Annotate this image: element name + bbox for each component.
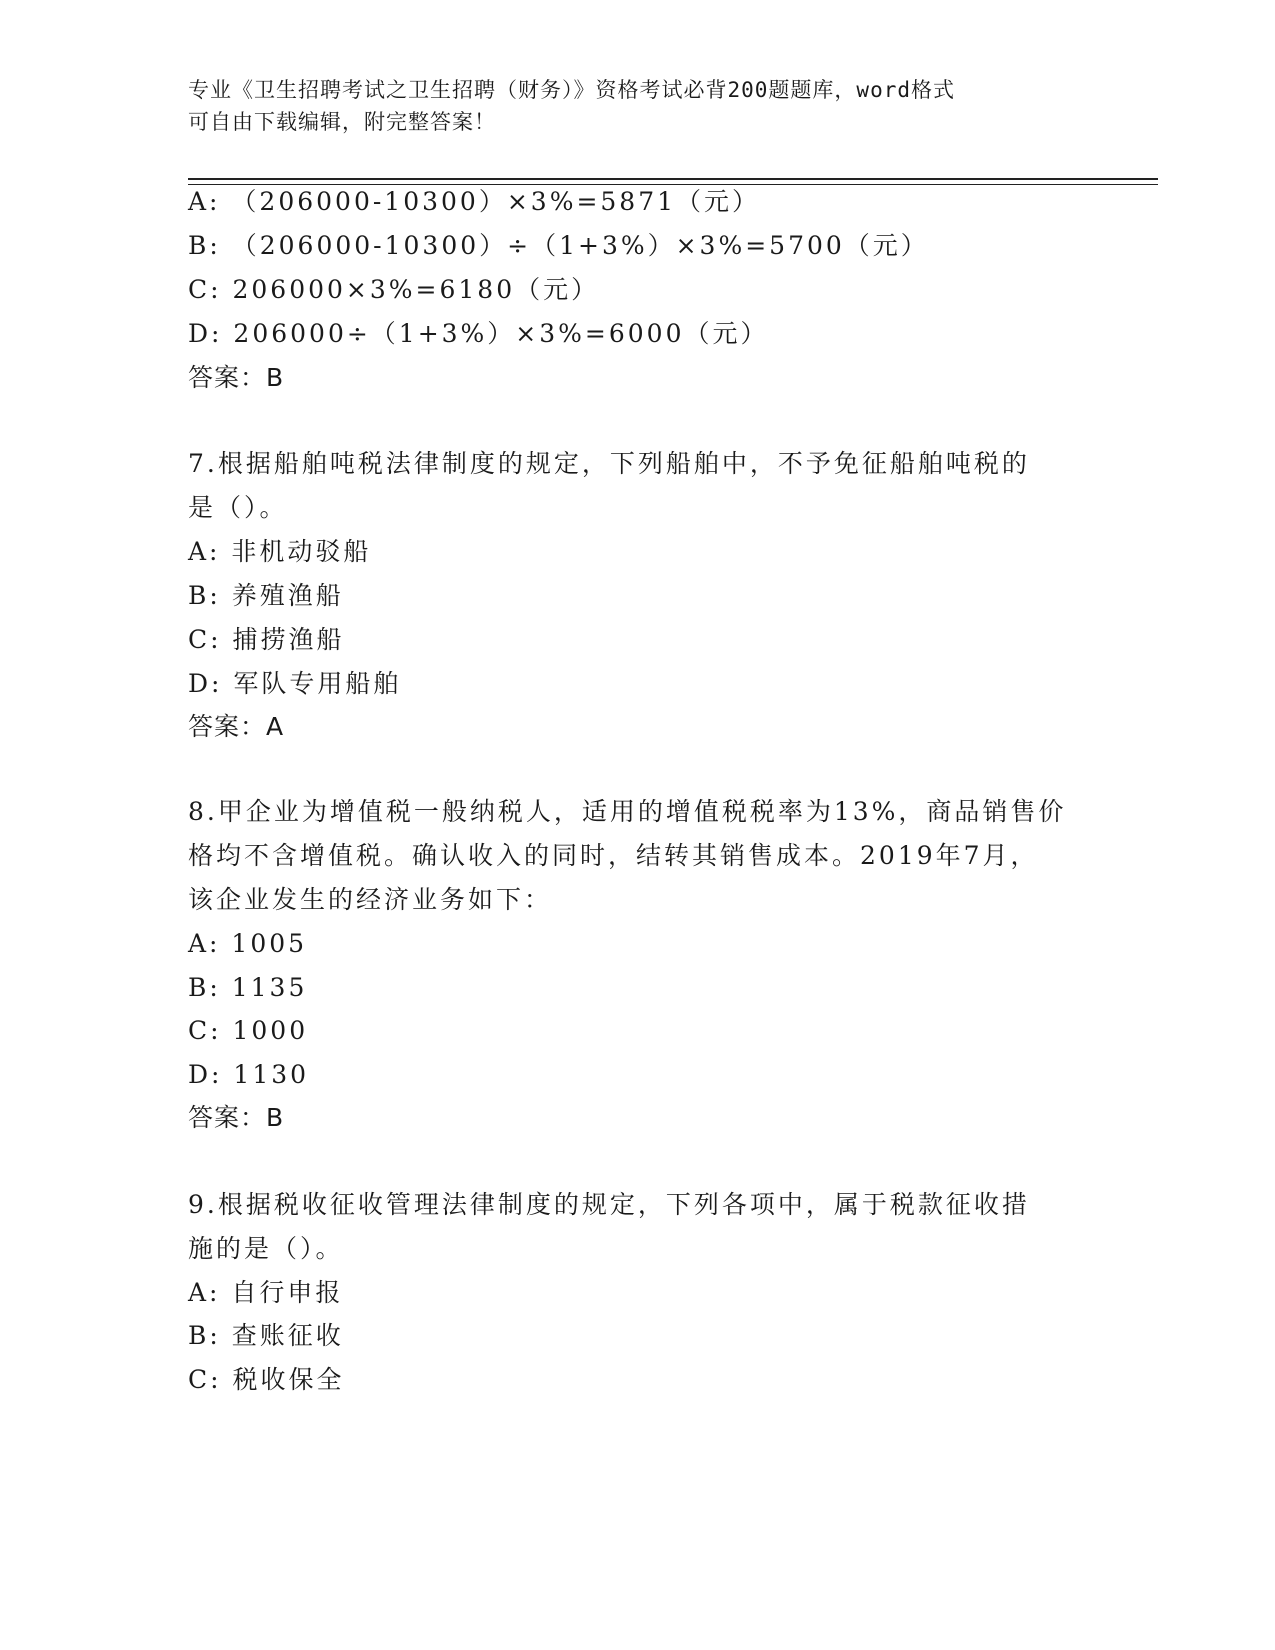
q9-question-line-1: 9.根据税收征收管理法律制度的规定，下列各项中，属于税款征收措 xyxy=(188,1190,1030,1219)
q6-option-c: C: 206000×3%=6180（元） xyxy=(188,275,600,304)
q8-option-d: D: 1130 xyxy=(188,1060,310,1089)
q8-answer: 答案：B xyxy=(188,1103,285,1132)
header-divider-thick xyxy=(188,178,1158,180)
q7-option-c: C: 捕捞渔船 xyxy=(188,625,345,654)
document-header xyxy=(188,74,1088,138)
q6-option-a: A: （206000-10300）×3%=5871（元） xyxy=(188,187,761,216)
q8-question-line-3: 该企业发生的经济业务如下： xyxy=(188,885,553,914)
q9-question-line-2: 施的是（）。 xyxy=(188,1234,344,1263)
q9-option-b: B: 查账征收 xyxy=(188,1321,344,1350)
header-divider-thin xyxy=(188,184,1158,185)
q7-option-a: A: 非机动驳船 xyxy=(188,537,372,566)
q7-question-line-2: 是（）。 xyxy=(188,493,288,522)
q6-answer: 答案：B xyxy=(188,363,285,392)
q8-option-a: A: 1005 xyxy=(188,929,308,958)
q7-answer: 答案：A xyxy=(188,712,285,741)
q6-option-b: B: （206000-10300）÷（1+3%）×3%=5700（元） xyxy=(188,231,929,260)
q7-option-b: B: 养殖渔船 xyxy=(188,581,344,610)
q9-option-a: A: 自行申报 xyxy=(188,1278,344,1307)
q8-option-c: C: 1000 xyxy=(188,1016,309,1045)
q8-question-line-1: 8.甲企业为增值税一般纳税人，适用的增值税税率为13%，商品销售价 xyxy=(188,797,1067,826)
q6-option-d: D: 206000÷（1+3%）×3%=6000（元） xyxy=(188,319,769,348)
q7-option-d: D: 军队专用船舶 xyxy=(188,669,402,698)
q7-question-line-1: 7.根据船舶吨税法律制度的规定，下列船舶中，不予免征船舶吨税的 xyxy=(188,449,1030,478)
q9-option-c: C: 税收保全 xyxy=(188,1365,345,1394)
header-line-1: 专业《卫生招聘考试之卫生招聘（财务）》资格考试必背200题题库，word格式 xyxy=(188,78,955,102)
q8-option-b: B: 1135 xyxy=(188,973,308,1002)
q8-question-line-2: 格均不含增值税。确认收入的同时，结转其销售成本。2019年7月， xyxy=(188,841,1039,870)
header-line-2: 可自由下载编辑，附完整答案！ xyxy=(188,110,496,134)
